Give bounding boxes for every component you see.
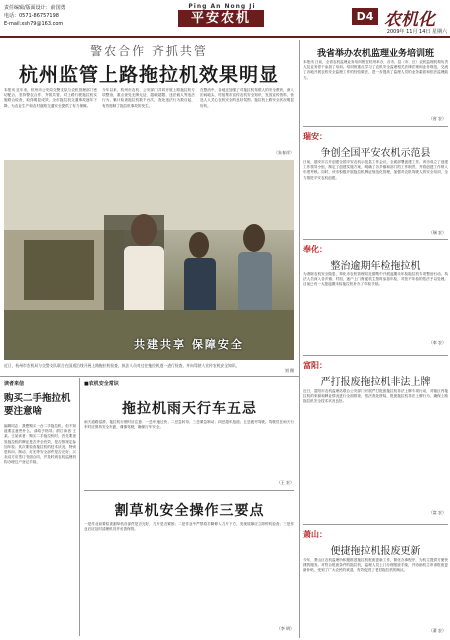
bottom-rule <box>0 376 299 377</box>
tech-article1-reporter: （王 宏） <box>276 480 294 485</box>
right-divider-4 <box>303 524 448 525</box>
fuyang-headline: 严打报废拖拉机非法上牌 <box>320 377 431 388</box>
right-top-reporter: （省 农） <box>428 116 446 121</box>
main-column-rule <box>299 40 300 638</box>
ruian-headline: 争创全国平安农机示范县 <box>320 148 431 159</box>
header-contacts <box>4 4 134 28</box>
main-headline: 杭州监管上路拖拉机效果明显 <box>18 64 279 86</box>
reader-headline: 购买二手拖拉机要注意啥 <box>4 393 71 417</box>
right-top-headline: 我省举办农机监理业务培训班 <box>316 49 434 59</box>
email-line: E-mail:xsh79@163.com <box>4 21 64 27</box>
main-photo <box>4 160 294 360</box>
fenghua-reporter: （奉 农） <box>428 340 446 345</box>
right-divider-3 <box>303 355 448 356</box>
fuyang-reporter: （富 农） <box>428 510 446 515</box>
photo-credit: 刘 摄 <box>284 368 294 373</box>
fuyang-place: 富阳： <box>303 361 327 370</box>
editor-line: 责任编辑/版面设计：俞国勇 <box>4 5 66 11</box>
right-divider-1 <box>303 126 448 127</box>
tech-article2-body: 一是作业前要检查割草机各部件是否完好，刀片是否紧固；二是作业中严禁将手脚伸入刀片下方，发现故障应立即停机检查；三是作业后应及时清理机具并妥善保管。 <box>84 522 294 532</box>
main-body-col-3: 在整治中，各地还加强了对拖拉机驾驶人的安全教育，深入田间地头、村组集市宣传农机安全知识，发放宣传资料，营造人人关心农机安全的良好氛围，拖拉机上路安全状况明显好转。 <box>200 88 294 108</box>
ruian-place: 瑞安： <box>303 132 327 141</box>
reader-body: 编辑同志：我想购买一台二手拖拉机，但不知道要注意些什么，请给予指导。浙江读者 王某。王某读者：购买二手拖拉机时，首先要查验拖拉机的牌证是否齐全有效，是否按规定参加年检；其次要检查拖拉机的技术状况，特别是转向、制动、灯光等安全部件是否完好；买卖双方应签订书面合同，并及时到农机监理机构办理过户登记手续。 <box>4 424 76 465</box>
xiaoshan-place: 萧山： <box>303 530 327 539</box>
fuyang-body: 近日，富阳市农机监理站联合公安部门开展严打报废拖拉机非法上牌专项行动，对辖区内拖拉机的来源和牌证情况进行全面排查，依法查处拼装、报废拖拉机非法上牌行为，确保上路拖拉机安全技术状况良好。 <box>303 389 448 404</box>
tech-section-label: ■农机安全常识 <box>84 381 119 387</box>
fenghua-headline: 整治逾期年检拖拉机 <box>330 261 421 272</box>
header-rule <box>0 36 450 38</box>
right-divider-2 <box>303 239 448 240</box>
fenghua-place: 奉化： <box>303 245 327 254</box>
tech-article2-title: 割草机安全操作三要点 <box>114 503 265 519</box>
main-kicker: 警农合作 齐抓共管 <box>90 44 208 58</box>
xiaoshan-reporter: （萧 农） <box>428 628 446 633</box>
main-body-col-2: 今年以来，杭州市农机、公安部门共同开展上路拖拉机专项整治，重点查处无牌无证、超载超限、违法载人等违法行为，累计检查拖拉机数千台次，查处违法行为数百起，有效遏制了拖拉机事故的发生。 <box>102 88 195 108</box>
ruian-reporter: （瑞 农） <box>428 230 446 235</box>
page-number: D4 <box>352 8 378 25</box>
reader-column-rule <box>79 378 80 636</box>
right-top-body: 本报讯 日前，全省农机监理业务培训班在杭州举办，各市、县（市、区）农机监理机构负责人及业务骨干参加了培训。培训班重点学习了农机安全监理相关法律法规和业务规范，交流了各地开展农机安全监理工作的经验做法，进一步提高了监理人员的业务素质和依法监理能力。 <box>303 60 448 80</box>
tech-article1-body: 雨天道路湿滑，拖拉机行驶时应注意：一忌车速过快；二忌急转弯；三忌紧急制动；四忌超车抢道；五忌疲劳驾驶。驾驶员在雨天行车时应保持安全车距，谨慎驾驶，确保行车安全。 <box>84 420 294 430</box>
main-reporter: （朱春祥） <box>274 150 294 155</box>
issue-date: 2009年 11月 14日 星期六 <box>386 29 447 35</box>
tech-article1-title: 拖拉机雨天行车五忌 <box>122 401 257 417</box>
main-body-col-1: 本报讯 近年来，杭州市公安局交警支队与农机管理部门密切配合，坚持警农合作、齐抓共管，对上路行驶拖拉机实施联合检查，取得明显成效，全市拖拉机交通事故逐年下降，为农业生产和农村道路交通安全提供了有力保障。 <box>4 88 97 108</box>
section-pinyin: Ping An Nong Ji <box>188 3 256 10</box>
xiaoshan-body: 今年，萧山区农机监理所积极推进拖拉机报废更新工作，简化办事程序，为机主提供方便快捷的服务。对符合报废条件的拖拉机，监理人员上门办理报废手续，并协助机主申请报废更新补贴，受到了广大农民的欢迎，有效促进了老旧拖拉机的淘汰。 <box>303 558 448 573</box>
brand-logo: 农机化 <box>384 10 435 30</box>
tech-divider <box>84 490 294 491</box>
phone-line: 电话：0571-86757198 <box>4 13 59 19</box>
xiaoshan-headline: 便捷拖拉机报废更新 <box>330 546 421 557</box>
section-title: 平安农机 <box>178 10 264 27</box>
ruian-body: 日前，瑞安市召开创建全国平安农机示范县工作会议，全面部署创建工作。该市成立了创建工作领导小组，制定了创建实施方案，明确了各乡镇和部门的工作职责，并将创建工作纳入年度考核。同时，该市积极开展拖拉机牌证规范化管理，加强对农机驾驶人的安全培训，全力推进平安农机创建。 <box>303 160 448 180</box>
fenghua-body: 为消除农机安全隐患，奉化市农机管理站近期集中开展逾期未年检拖拉机专项整治行动。执法人员深入各乡镇、村组，逐户上门督促机主按时参加年检，对拒不年检的依法予以处理。目前已有一大批逾期未检拖拉机补办了年检手续。 <box>303 272 448 287</box>
reader-section-label: 读者来信 <box>4 381 25 387</box>
photo-overlay-text: 共建共享 保障安全 <box>134 338 244 351</box>
photo-scene <box>4 160 294 360</box>
tech-article2-reporter: （李 明） <box>276 626 294 631</box>
photo-caption: 近日，杭州市农机局与交警支队联合在国道沿线开展上路拖拉机检查，执法人员对过往拖拉机逐一进行检查，并向驾驶人宣传农机安全知识。 <box>4 363 240 368</box>
